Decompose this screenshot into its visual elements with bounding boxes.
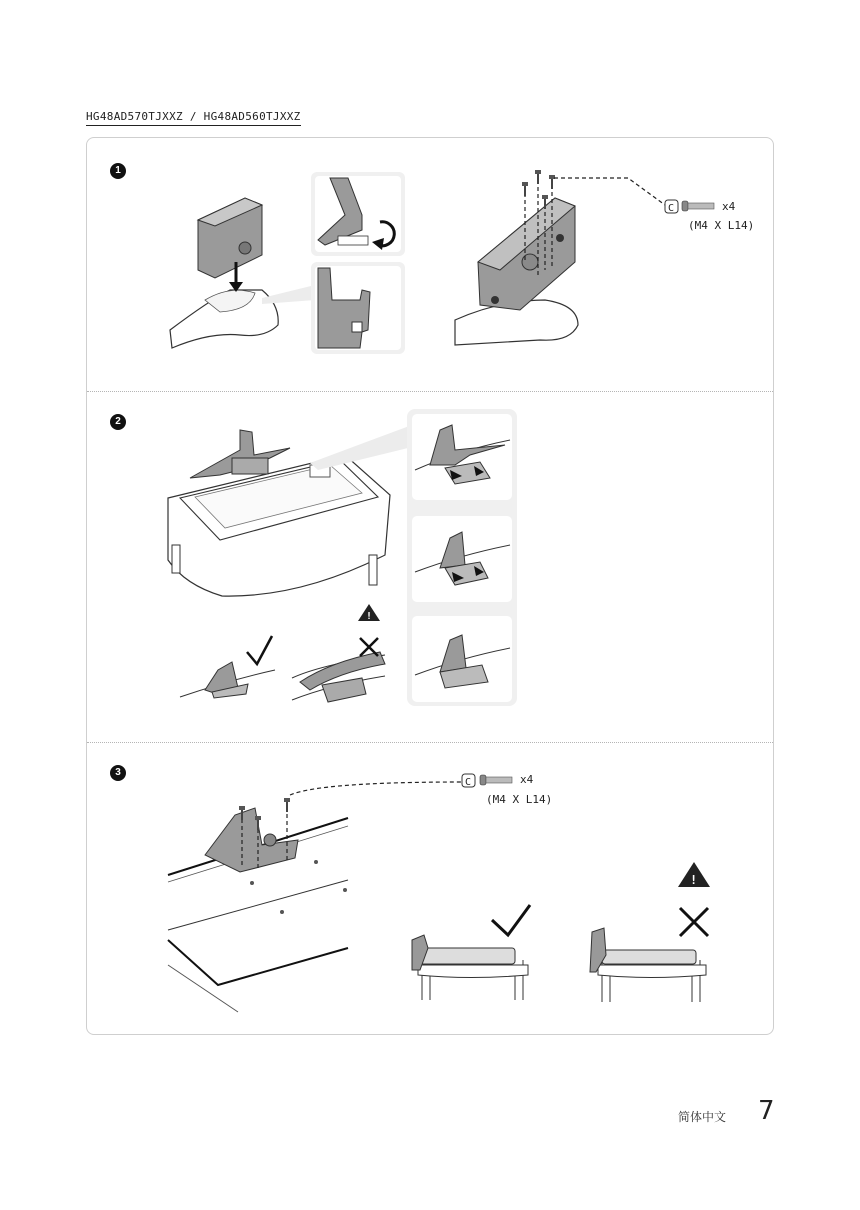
step-number: 2 xyxy=(110,414,126,430)
check-icon xyxy=(247,636,272,664)
check-icon xyxy=(492,905,530,935)
incorrect-placement xyxy=(292,604,385,702)
cross-icon xyxy=(680,908,708,936)
screw-icon xyxy=(462,774,512,788)
screw-spec: (M4 X L14) xyxy=(486,793,553,806)
footer-language: 简体中文 xyxy=(678,1110,727,1124)
svg-text:!: ! xyxy=(366,611,373,622)
screw-quantity: x4 xyxy=(722,200,736,213)
model-number: HG48AD570TJXXZ / HG48AD560TJXXZ xyxy=(86,110,301,126)
correct-placement xyxy=(180,636,275,698)
screw-icon xyxy=(665,200,714,214)
step-number: 1 xyxy=(110,163,126,179)
screw-spec: (M4 X L14) xyxy=(688,219,755,232)
tv-back-with-stand xyxy=(168,798,348,1012)
page-number: 7 xyxy=(758,1096,775,1126)
step-number: 3 xyxy=(110,765,126,781)
stand-neck-illustration xyxy=(170,198,278,348)
incorrect-table-placement xyxy=(590,862,710,1002)
svg-text:C: C xyxy=(668,203,675,214)
svg-text:C: C xyxy=(465,777,472,788)
cross-icon xyxy=(360,638,378,656)
svg-text:!: ! xyxy=(690,873,698,887)
screw-quantity: x4 xyxy=(520,773,534,786)
stand-screw-illustration xyxy=(455,170,578,345)
correct-table-placement xyxy=(412,905,530,1000)
